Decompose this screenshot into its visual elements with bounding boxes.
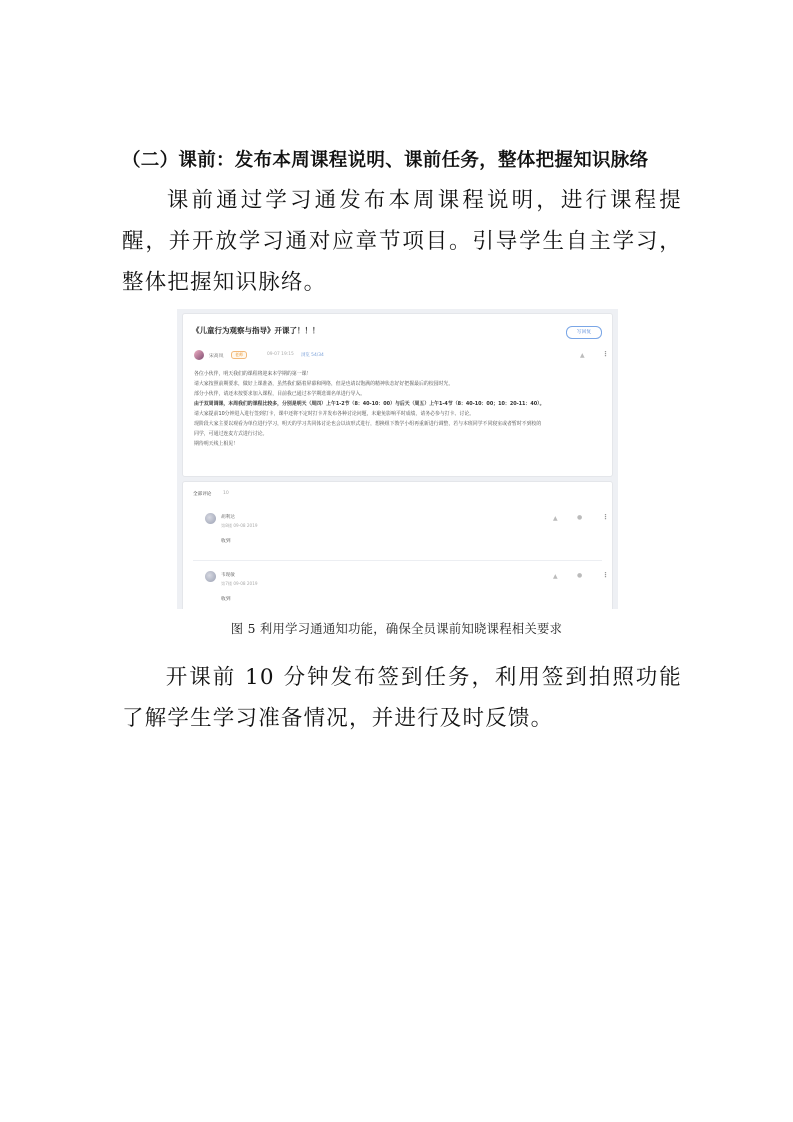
post-views: 浏览 54/34 xyxy=(301,353,324,358)
paragraph-2-text: 开课前 10 分钟发布签到任务，利用签到拍照功能了解学生学习准备情况，并进行及时反馈。 xyxy=(122,665,682,731)
divider xyxy=(193,560,602,561)
author-name: 宋高岚 xyxy=(209,354,224,359)
post-body-line: 同学，可通过连麦方式进行讨论。 xyxy=(194,431,268,437)
more-options-icon[interactable]: ⋮ xyxy=(602,513,609,521)
paragraph-1-text: 课前通过学习通发布本周课程说明，进行课程提醒，并开放学习通对应章节项目。引导学生自主学习，整体把握知识脉络。 xyxy=(122,188,682,295)
thumbs-up-icon[interactable]: ▲ xyxy=(553,573,558,580)
post-title: 《儿童行为观察与指导》开课了！！！ xyxy=(192,326,320,335)
commenter-name: 胡利达 xyxy=(221,515,235,520)
post-body-line: 期待明天线上相见！ xyxy=(194,441,239,447)
reply-icon[interactable]: ● xyxy=(577,572,583,579)
comment-meta: 第8楼 09-08 2019 xyxy=(221,523,258,528)
thumbs-up-icon[interactable]: ▲ xyxy=(553,515,558,522)
post-body-line: 各位小伙伴，明天我们的课程将迎来本学期的第一课！ xyxy=(194,371,312,377)
reply-icon[interactable]: ● xyxy=(577,514,583,521)
post-body-line: 请大家按照前期要求，做好上课准备，虽然我们隔着屏幕和网络，但是也请以饱满的精神状态好好把握最后的校园时光。 xyxy=(194,381,454,387)
more-options-icon[interactable]: ⋮ xyxy=(602,350,609,358)
more-options-icon[interactable]: ⋮ xyxy=(602,571,609,579)
figure-caption: 图 5 利用学习通通知功能，确保全员课前知晓课程相关要求 xyxy=(230,622,563,636)
post-body xyxy=(194,369,614,449)
post-body-line: 现阶段大家主要以观看为单位进行学习，明天的学习共同体讨论也会以该形式进行，想换组下教学小组再重新进行调整，若与本班同学不同寝室或者暂时不到校的 xyxy=(194,421,542,427)
post-body-line: 部分小伙伴，请还未按要求加入课程，目前我已通过本学期选课名单进行导入。 xyxy=(194,391,366,397)
comments-count: 10 xyxy=(223,491,229,496)
paragraph-1 xyxy=(122,180,682,303)
author-avatar xyxy=(194,350,204,360)
teacher-badge: 老师 xyxy=(231,351,247,359)
post-date: 09-07 19:15 xyxy=(267,352,294,357)
commenter-name: 韦现敏 xyxy=(221,573,235,578)
post-body-line: 由于双周调课，本周我们的课程比较多，分别是明天（周四）上午1-2节（8：40-10：00）与后天（周五）上午1-4节（8：40-10：00；10：20-11：40）。 xyxy=(194,401,545,407)
comments-card xyxy=(182,481,613,609)
commenter-avatar xyxy=(205,571,216,582)
paragraph-2 xyxy=(122,657,682,739)
post-body-line: 请大家提前10分钟进入进行签到打卡，课中还将不定时打卡并发布各种讨论问题，未避免影响平时成绩，请务必参与打卡、讨论。 xyxy=(194,411,475,417)
comment-text: 收到 xyxy=(221,597,231,602)
comments-header: 全部评论 xyxy=(193,492,212,497)
post-card xyxy=(182,313,613,477)
section-heading: （二）课前：发布本周课程说明、课前任务，整体把握知识脉络 xyxy=(122,150,649,171)
commenter-avatar xyxy=(205,513,216,524)
reply-button[interactable]: 写回复 xyxy=(566,326,602,339)
comment-meta: 第7楼 09-08 2019 xyxy=(221,581,258,586)
figure-screenshot xyxy=(177,309,618,609)
thumbs-up-icon[interactable]: ▲ xyxy=(580,352,585,359)
comment-text: 收到 xyxy=(221,539,231,544)
